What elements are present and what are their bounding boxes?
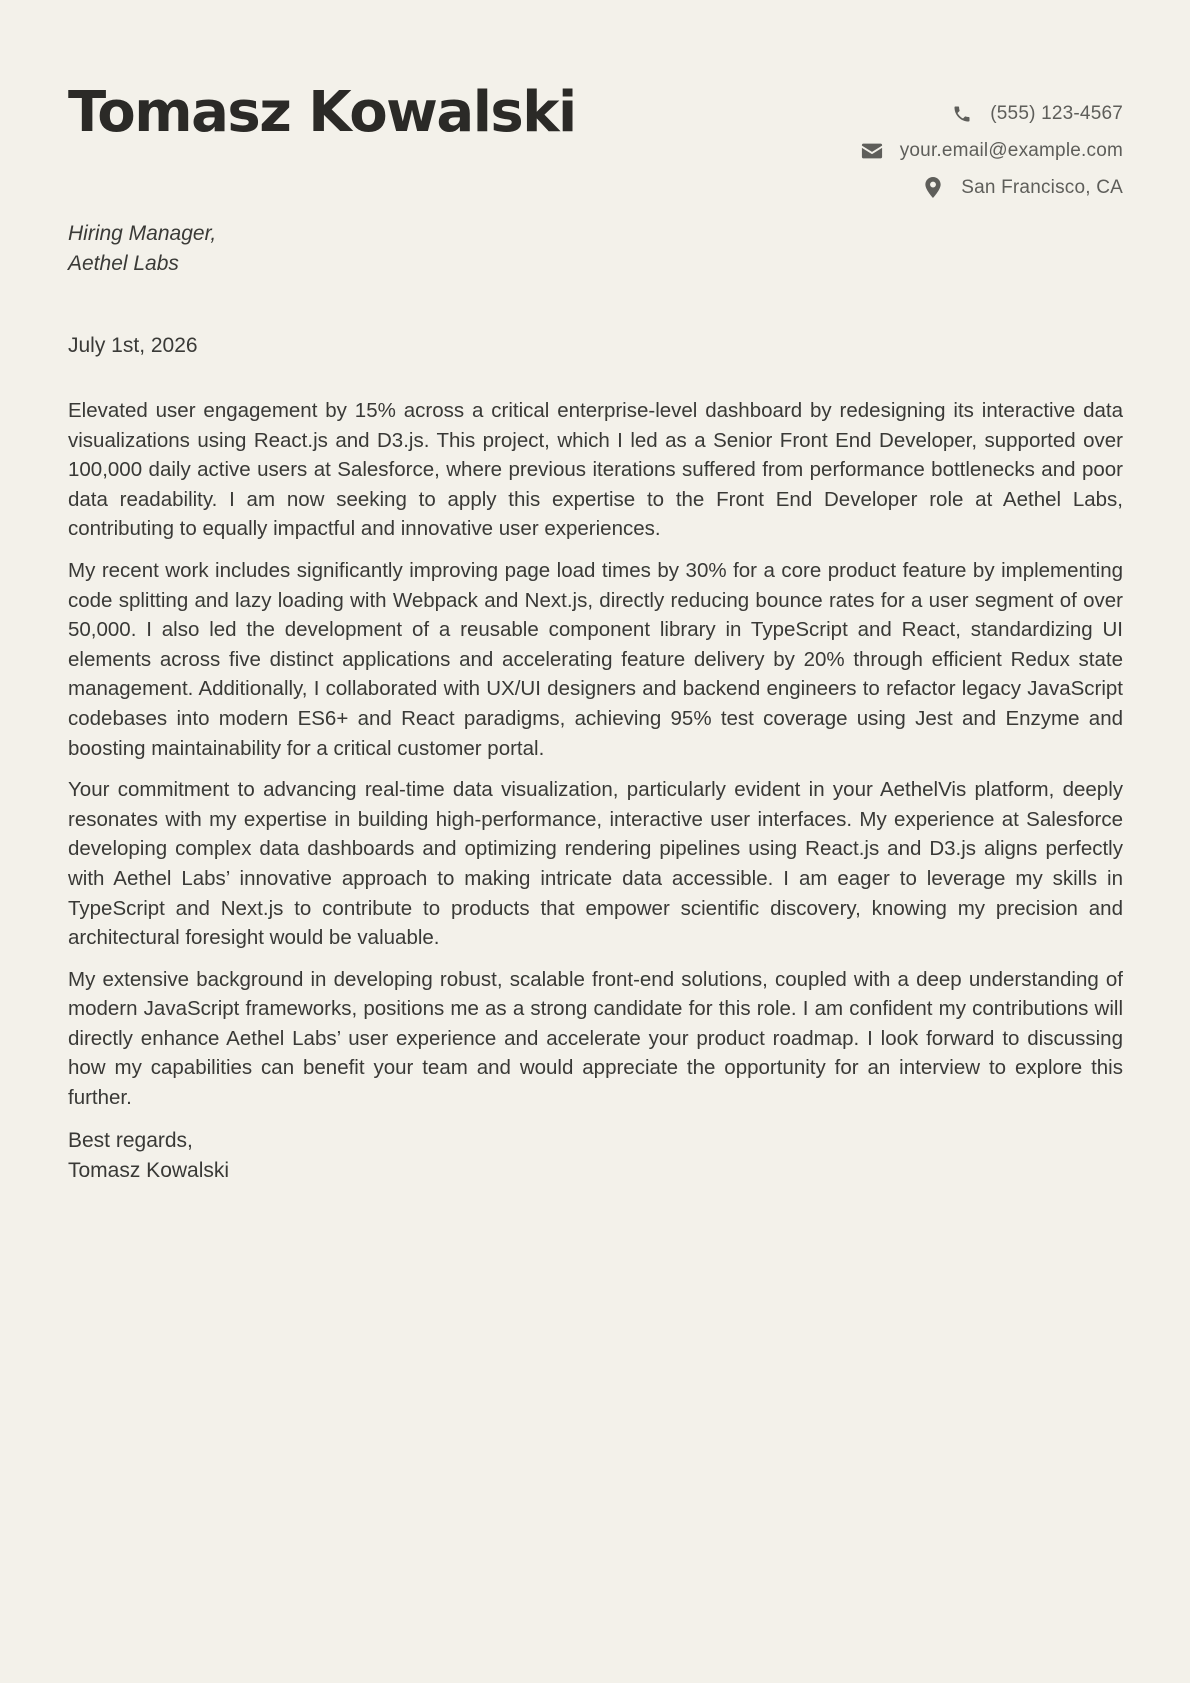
contact-email bbox=[860, 132, 1123, 169]
body-paragraph-3: Your commitment to advancing real-time data visualization, particularly evident in your AethelVis platform, deeply resonates with my expertise in building high-performance, interactive user interfaces. My experience at Salesforce developing complex data dashboards and optimizing rendering pipelines using React.js and D3.js aligns perfectly with Aethel Labs’ innovative approach to making intricate data accessible. I am eager to leverage my skills in TypeScript and Next.js to contribute to products that empower scientific discovery, knowing my precision and architectural foresight would be valuable. bbox=[68, 778, 1123, 950]
closing-salutation: Best regards, bbox=[68, 1129, 193, 1152]
contact-list bbox=[860, 95, 1123, 206]
location-pin-icon bbox=[921, 177, 945, 199]
sender-name: Tomasz Kowalski bbox=[68, 80, 576, 145]
cover-letter-page bbox=[68, 0, 1123, 1683]
letter-header bbox=[68, 0, 1123, 205]
email-text[interactable]: your.email@example.com bbox=[899, 139, 1123, 161]
recipient-company: Aethel Labs bbox=[68, 252, 179, 275]
body-paragraph-4: My extensive background in developing robust, scalable front-end solutions, coupled with a deep understanding of modern JavaScript frameworks, positions me as a strong candidate for this role. I am confident my contributions will directly enhance Aethel Labs’ user experience and accelerate your product roadmap. I look forward to discussing how my capabilities can benefit your team and would appreciate the opportunity for an interview to explore this further. bbox=[68, 967, 1123, 1110]
envelope-icon bbox=[860, 140, 884, 162]
phone-text[interactable]: (555) 123-4567 bbox=[990, 102, 1123, 124]
letter-closing bbox=[68, 1126, 229, 1186]
recipient-title: Hiring Manager, bbox=[68, 222, 217, 245]
contact-location bbox=[860, 169, 1123, 206]
phone-icon bbox=[950, 103, 974, 125]
recipient-block bbox=[68, 219, 216, 279]
body-paragraph-2: My recent work includes significantly improving page load times by 30% for a core product feature by implementing code splitting and lazy loading with Webpack and Next.js, directly reducing bounce rates for a user segment of over 50,000. I also led the development of a reusable component library in TypeScript and React, standardizing UI elements across five distinct applications and accelerating feature delivery by 20% through efficient Redux state management. Additionally, I collaborated with UX/UI designers and backend engineers to refactor legacy JavaScript codebases into modern ES6+ and React paradigms, achieving 95% test coverage using Jest and Enzyme and boosting maintainability for a critical customer portal. bbox=[68, 558, 1123, 760]
closing-signature: Tomasz Kowalski bbox=[68, 1159, 230, 1182]
body-paragraph-1: Elevated user engagement by 15% across a critical enterprise-level dashboard by redesigning its interactive data visualizations using React.js and D3.js. This project, which I led as a Senior Front End Developer, supported over 100,000 daily active users at Salesforce, where previous iterations suffered from performance bottlenecks and poor data readability. I am now seeking to apply this expertise to the Front End Developer role at Aethel Labs, contributing to equally impactful and innovative user experiences. bbox=[68, 399, 1123, 541]
location-text: San Francisco, CA bbox=[961, 176, 1123, 198]
letter-body bbox=[68, 396, 1123, 1125]
contact-phone bbox=[860, 95, 1123, 132]
letter-date: July 1st, 2026 bbox=[68, 334, 198, 357]
